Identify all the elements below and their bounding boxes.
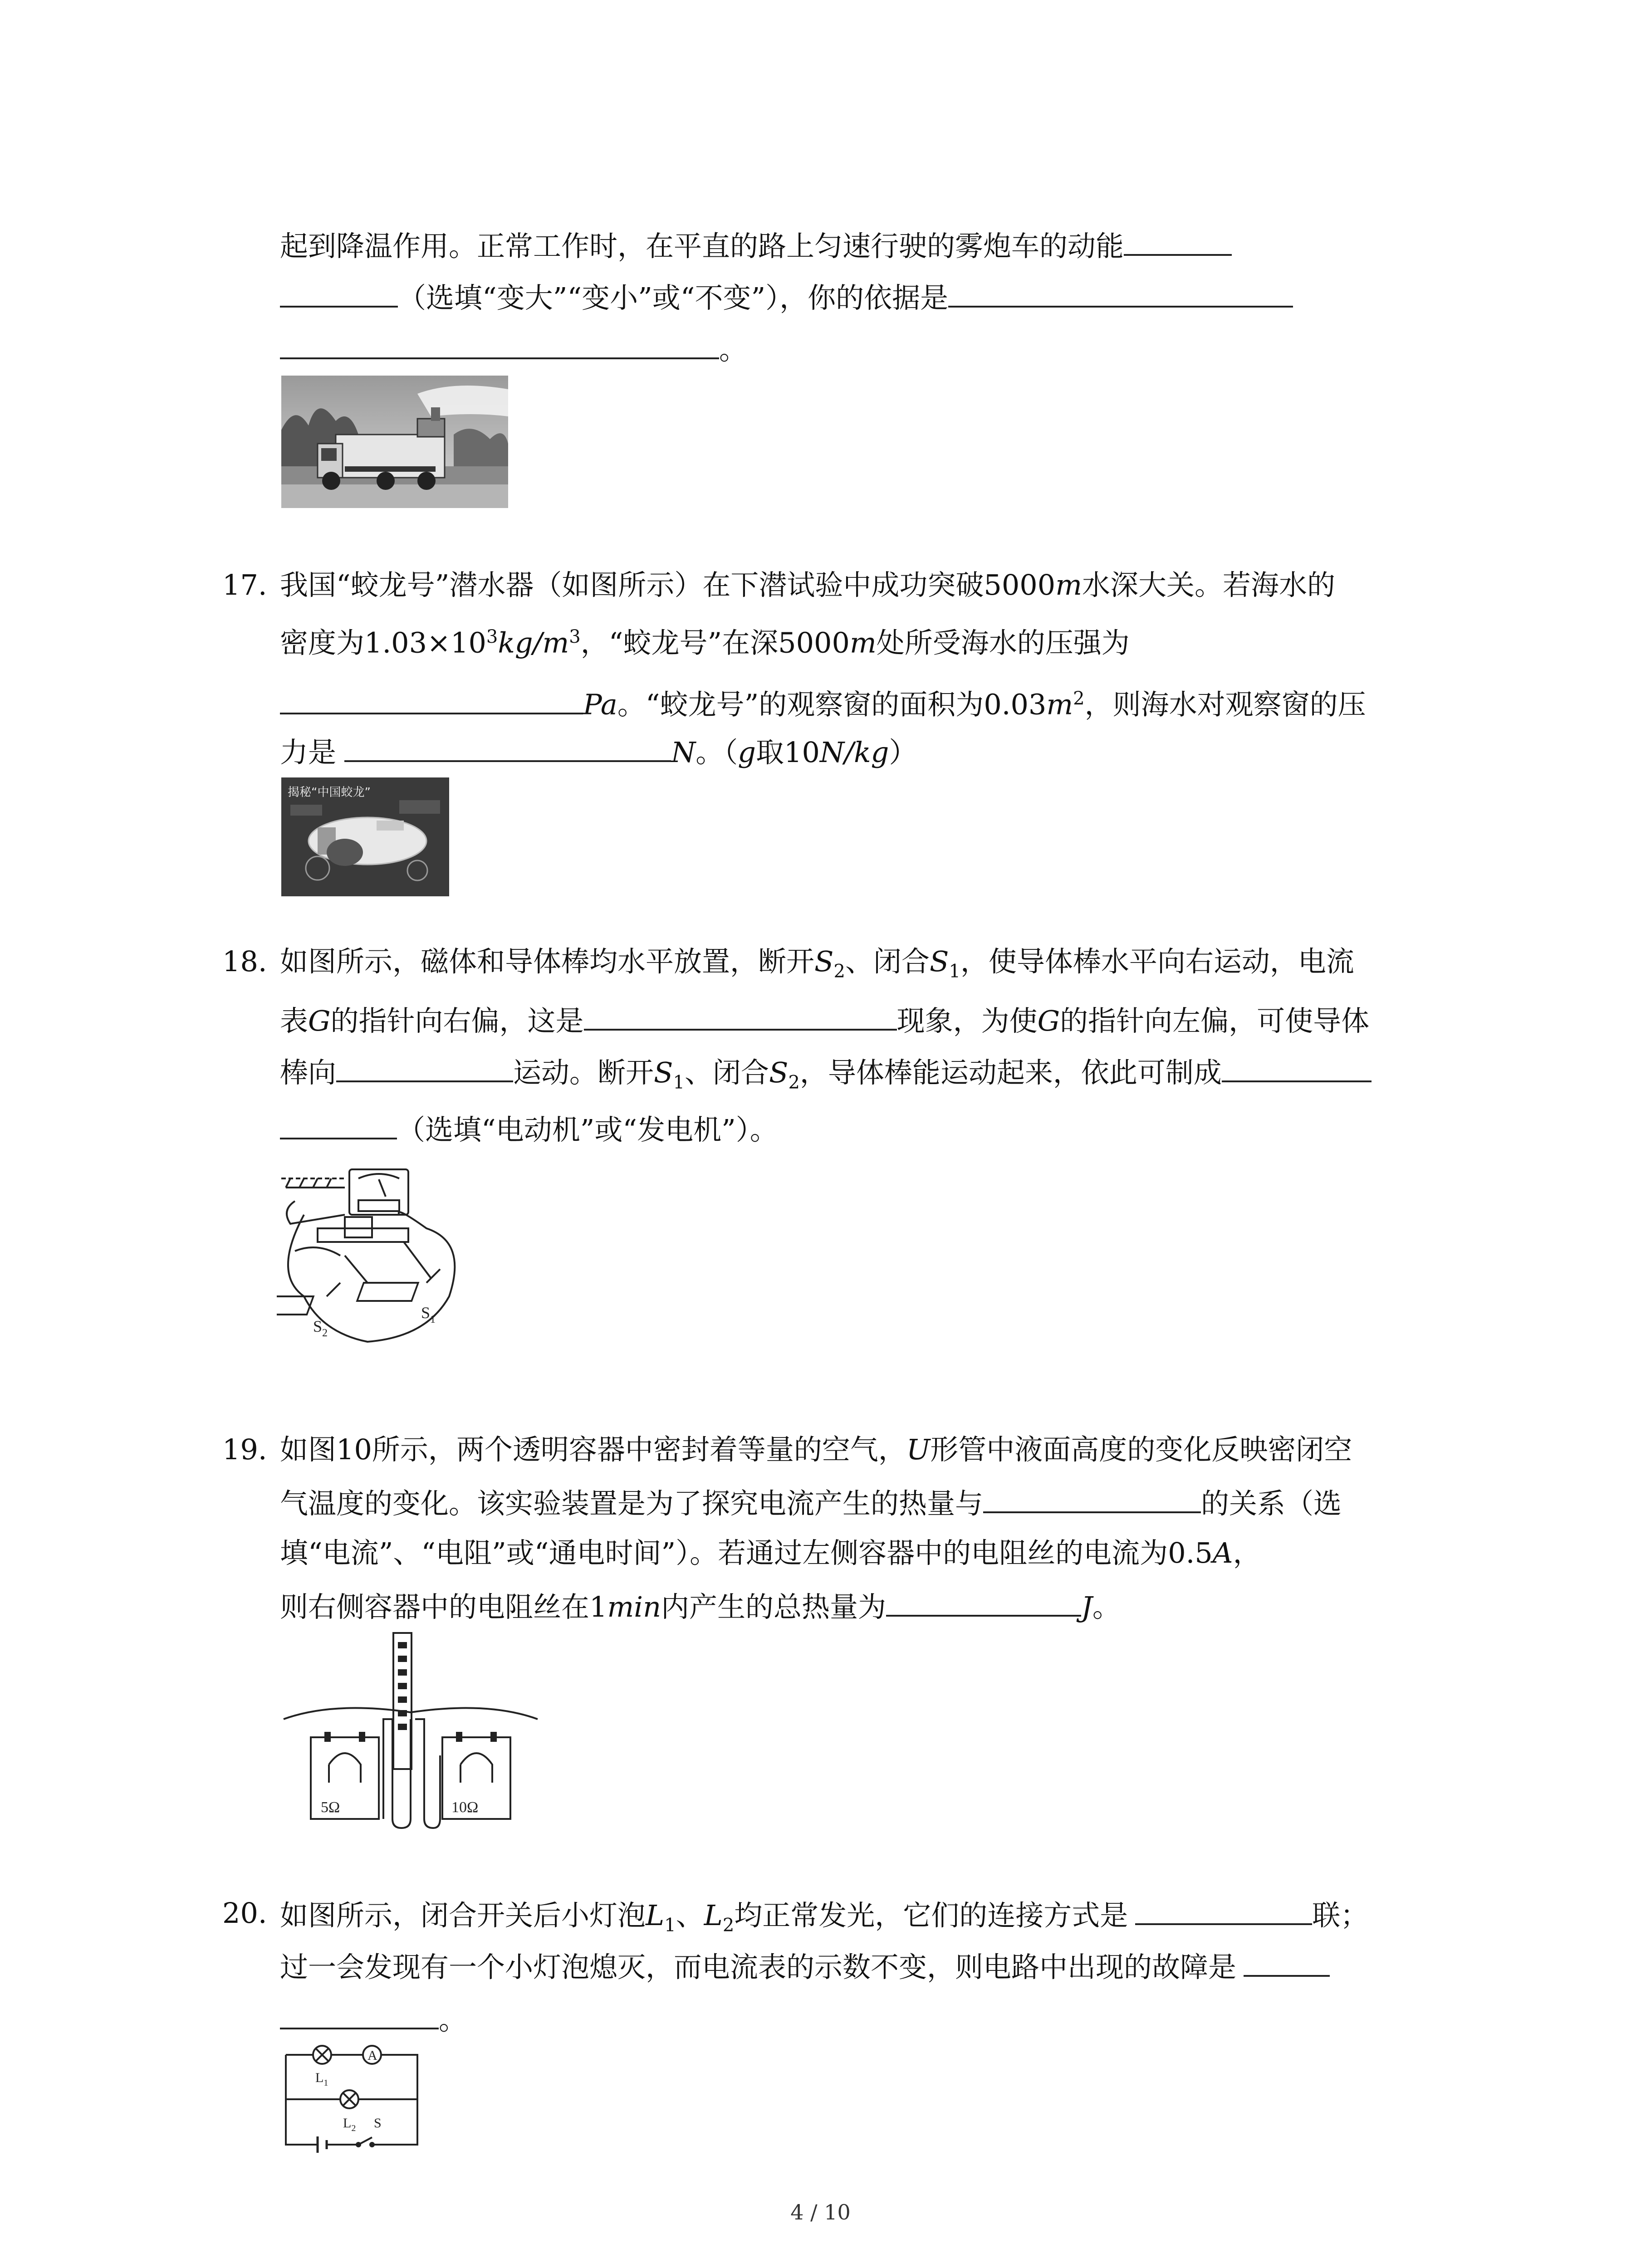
figure-title: 揭秘“中国蛟龙” [288, 786, 371, 799]
q20-text: 如图所示，闭合开关后小灯泡 [280, 1899, 646, 1932]
unit-a: A [1212, 1536, 1233, 1569]
switch-label: S [374, 2116, 382, 2131]
answer-blank[interactable] [886, 1587, 1081, 1617]
unit-j: J [1081, 1590, 1092, 1623]
q17-text: ，“蛟龙号”在深 [580, 626, 779, 660]
subscript: 2 [722, 1915, 735, 1936]
q17-text: 力是 [280, 736, 337, 769]
q20-text: 、 [676, 1899, 704, 1932]
q19-text: ， [1233, 1536, 1261, 1569]
answer-blank[interactable] [280, 684, 583, 714]
svg-text:L1 [315, 2070, 328, 2088]
q18-text: 的指针向右偏，这是 [330, 1004, 584, 1037]
q17-text: 取 [755, 736, 784, 769]
answer-blank[interactable] [1222, 1052, 1372, 1082]
q18-text: 棒向 [280, 1056, 337, 1089]
q20-text: 。 [439, 2003, 467, 2036]
q18-text: ，导体棒能运动起来，依此可制成 [799, 1056, 1222, 1089]
exponent: 3 [486, 626, 498, 647]
q19-text: 。 [1092, 1590, 1121, 1623]
answer-blank[interactable] [280, 1110, 397, 1139]
unit-m: m [1046, 688, 1073, 721]
unit-m: m [1055, 568, 1082, 601]
subscript: 1 [664, 1915, 676, 1936]
q17-text: ） [889, 736, 917, 769]
subscript: 1 [673, 1072, 685, 1093]
q17-depth: 5000 [984, 568, 1056, 601]
unit-min: min [607, 1590, 661, 1623]
q19-number: 19. [222, 1433, 267, 1466]
q17-text: 水深大关。若海水的 [1082, 568, 1336, 601]
q17-density: 1.03×10 [364, 626, 486, 660]
subscript: 1 [323, 2078, 328, 2088]
switch-s1-label: S [421, 1304, 431, 1322]
answer-blank[interactable] [1135, 1895, 1312, 1925]
q18-text: （选填“电动机”或“发电机”）。 [397, 1113, 778, 1146]
q20-text: 过一会发现有一个小灯泡熄灭，而电流表的示数不变，则电路中出现的故障是 [280, 1950, 1237, 1984]
lamp-l2-label: L [343, 2116, 352, 2131]
answer-blank[interactable] [1244, 1947, 1330, 1977]
answer-blank[interactable] [948, 278, 1293, 308]
q18-number: 18. [222, 945, 267, 978]
q19-figure-number: 10 [336, 1433, 372, 1466]
q19-text: 如图 [280, 1433, 337, 1466]
q18-text: 表 [280, 1004, 309, 1037]
answer-blank[interactable] [983, 1483, 1201, 1513]
q19-text: 则右侧容器中的电阻丝在 [280, 1590, 590, 1623]
svg-text:L2 [343, 2116, 356, 2133]
q20-number: 20. [222, 1897, 267, 1930]
q18-text: 现象，为使 [896, 1004, 1038, 1037]
symbol-s: S [814, 945, 834, 978]
q19-text: 的关系（选 [1201, 1487, 1342, 1520]
q18-text: 运动。断开 [513, 1056, 654, 1089]
q19-text: 填“电流”、“电阻”或“通电时间”）。若通过左侧容器中的电阻丝的电流为 [280, 1536, 1168, 1569]
q17-g-value: 10 [784, 736, 820, 769]
symbol-u: U [906, 1433, 931, 1466]
q17-text: 密度为 [280, 626, 365, 660]
subscript: 2 [833, 961, 845, 982]
jiaolong-submersible-image [281, 777, 449, 896]
answer-blank[interactable] [584, 1001, 897, 1031]
symbol-s: S [654, 1056, 673, 1089]
unit-kg-m: kg/m [498, 626, 569, 660]
answer-blank[interactable] [1124, 226, 1232, 256]
exponent: 3 [569, 626, 581, 647]
answer-blank[interactable] [344, 732, 671, 762]
lamp-l1-label: L [315, 2070, 324, 2085]
q19-current: 0.5 [1168, 1536, 1213, 1569]
symbol-g: g [738, 736, 756, 769]
q19-text: 形管中液面高度的变化反映密闭空 [930, 1433, 1352, 1466]
symbol-g: G [308, 1004, 331, 1037]
resistor-10-ohm-label: 10Ω [451, 1799, 479, 1816]
symbol-g: G [1037, 1004, 1060, 1037]
q18-text: 、闭合 [684, 1056, 769, 1089]
q20-text: 联； [1312, 1899, 1369, 1932]
exponent: 2 [1073, 688, 1085, 709]
page-number: 4 / 10 [790, 2200, 851, 2224]
answer-blank[interactable] [280, 329, 719, 359]
symbol-s: S [769, 1056, 789, 1089]
symbol-l: L [704, 1899, 723, 1932]
q17-area: 0.03 [984, 688, 1047, 721]
answer-blank[interactable] [336, 1052, 513, 1082]
switch-s2-label: S [313, 1317, 323, 1335]
q17-text: 我国“蛟龙号”潜水器（如图所示）在下潜试验中成功突破 [280, 568, 984, 601]
q16-text2: （选填“变大”“变小”或“不变”），你的依据是 [398, 281, 949, 314]
q18-text: 、闭合 [845, 945, 930, 978]
subscript: 2 [788, 1072, 800, 1093]
q17-depth: 5000 [778, 626, 850, 660]
answer-blank[interactable] [280, 1999, 439, 2029]
unit-n-kg: N/kg [819, 736, 889, 769]
joule-heating-diagram [279, 1628, 542, 1833]
q17-text: 。“蛟龙号”的观察窗的面积为 [617, 688, 984, 721]
q16-text1: 起到降温作用。正常工作时，在平直的路上匀速行驶的雾炮车的动能 [280, 230, 1124, 263]
q17-text: ，则海水对观察窗的压 [1084, 688, 1366, 721]
q19-text: 气温度的变化。该实验装置是为了探究电流产生的热量与 [280, 1487, 984, 1520]
q17-text: 。（ [696, 736, 738, 769]
ammeter-label: A [367, 2048, 377, 2063]
q17-text: 处所受海水的压强为 [876, 626, 1130, 660]
subscript: 2 [351, 2123, 356, 2133]
electromagnetic-induction-diagram [277, 1160, 472, 1360]
fog-cannon-truck-image [281, 376, 508, 508]
resistor-5-ohm-label: 5Ω [321, 1799, 340, 1816]
q18-text: 的指针向左偏，可使导体 [1060, 1004, 1370, 1037]
svg-text:S1 [421, 1304, 436, 1325]
unit-pa: Pa [583, 688, 617, 721]
svg-text:S2 [313, 1317, 328, 1339]
q19-time: 1 [589, 1590, 607, 1623]
subscript: 2 [322, 1327, 328, 1339]
symbol-s: S [929, 945, 949, 978]
q17-number: 17. [222, 568, 267, 601]
parallel-circuit-diagram [277, 2041, 426, 2155]
q19-text: 内产生的总热量为 [661, 1590, 887, 1623]
unit-m: m [849, 626, 877, 660]
q16-text3: 。 [719, 333, 748, 366]
q18-text: 如图所示，磁体和导体棒均水平放置，断开 [280, 945, 815, 978]
q19-text: 所示，两个透明容器中密封着等量的空气， [372, 1433, 906, 1466]
subscript: 1 [430, 1314, 436, 1325]
unit-n: N [671, 736, 696, 769]
answer-blank[interactable] [280, 278, 398, 308]
subscript: 1 [949, 961, 960, 982]
q20-text: 均正常发光，它们的连接方式是 [734, 1899, 1128, 1932]
q18-text: ，使导体棒水平向右运动，电流 [960, 945, 1354, 978]
symbol-l: L [646, 1899, 665, 1932]
